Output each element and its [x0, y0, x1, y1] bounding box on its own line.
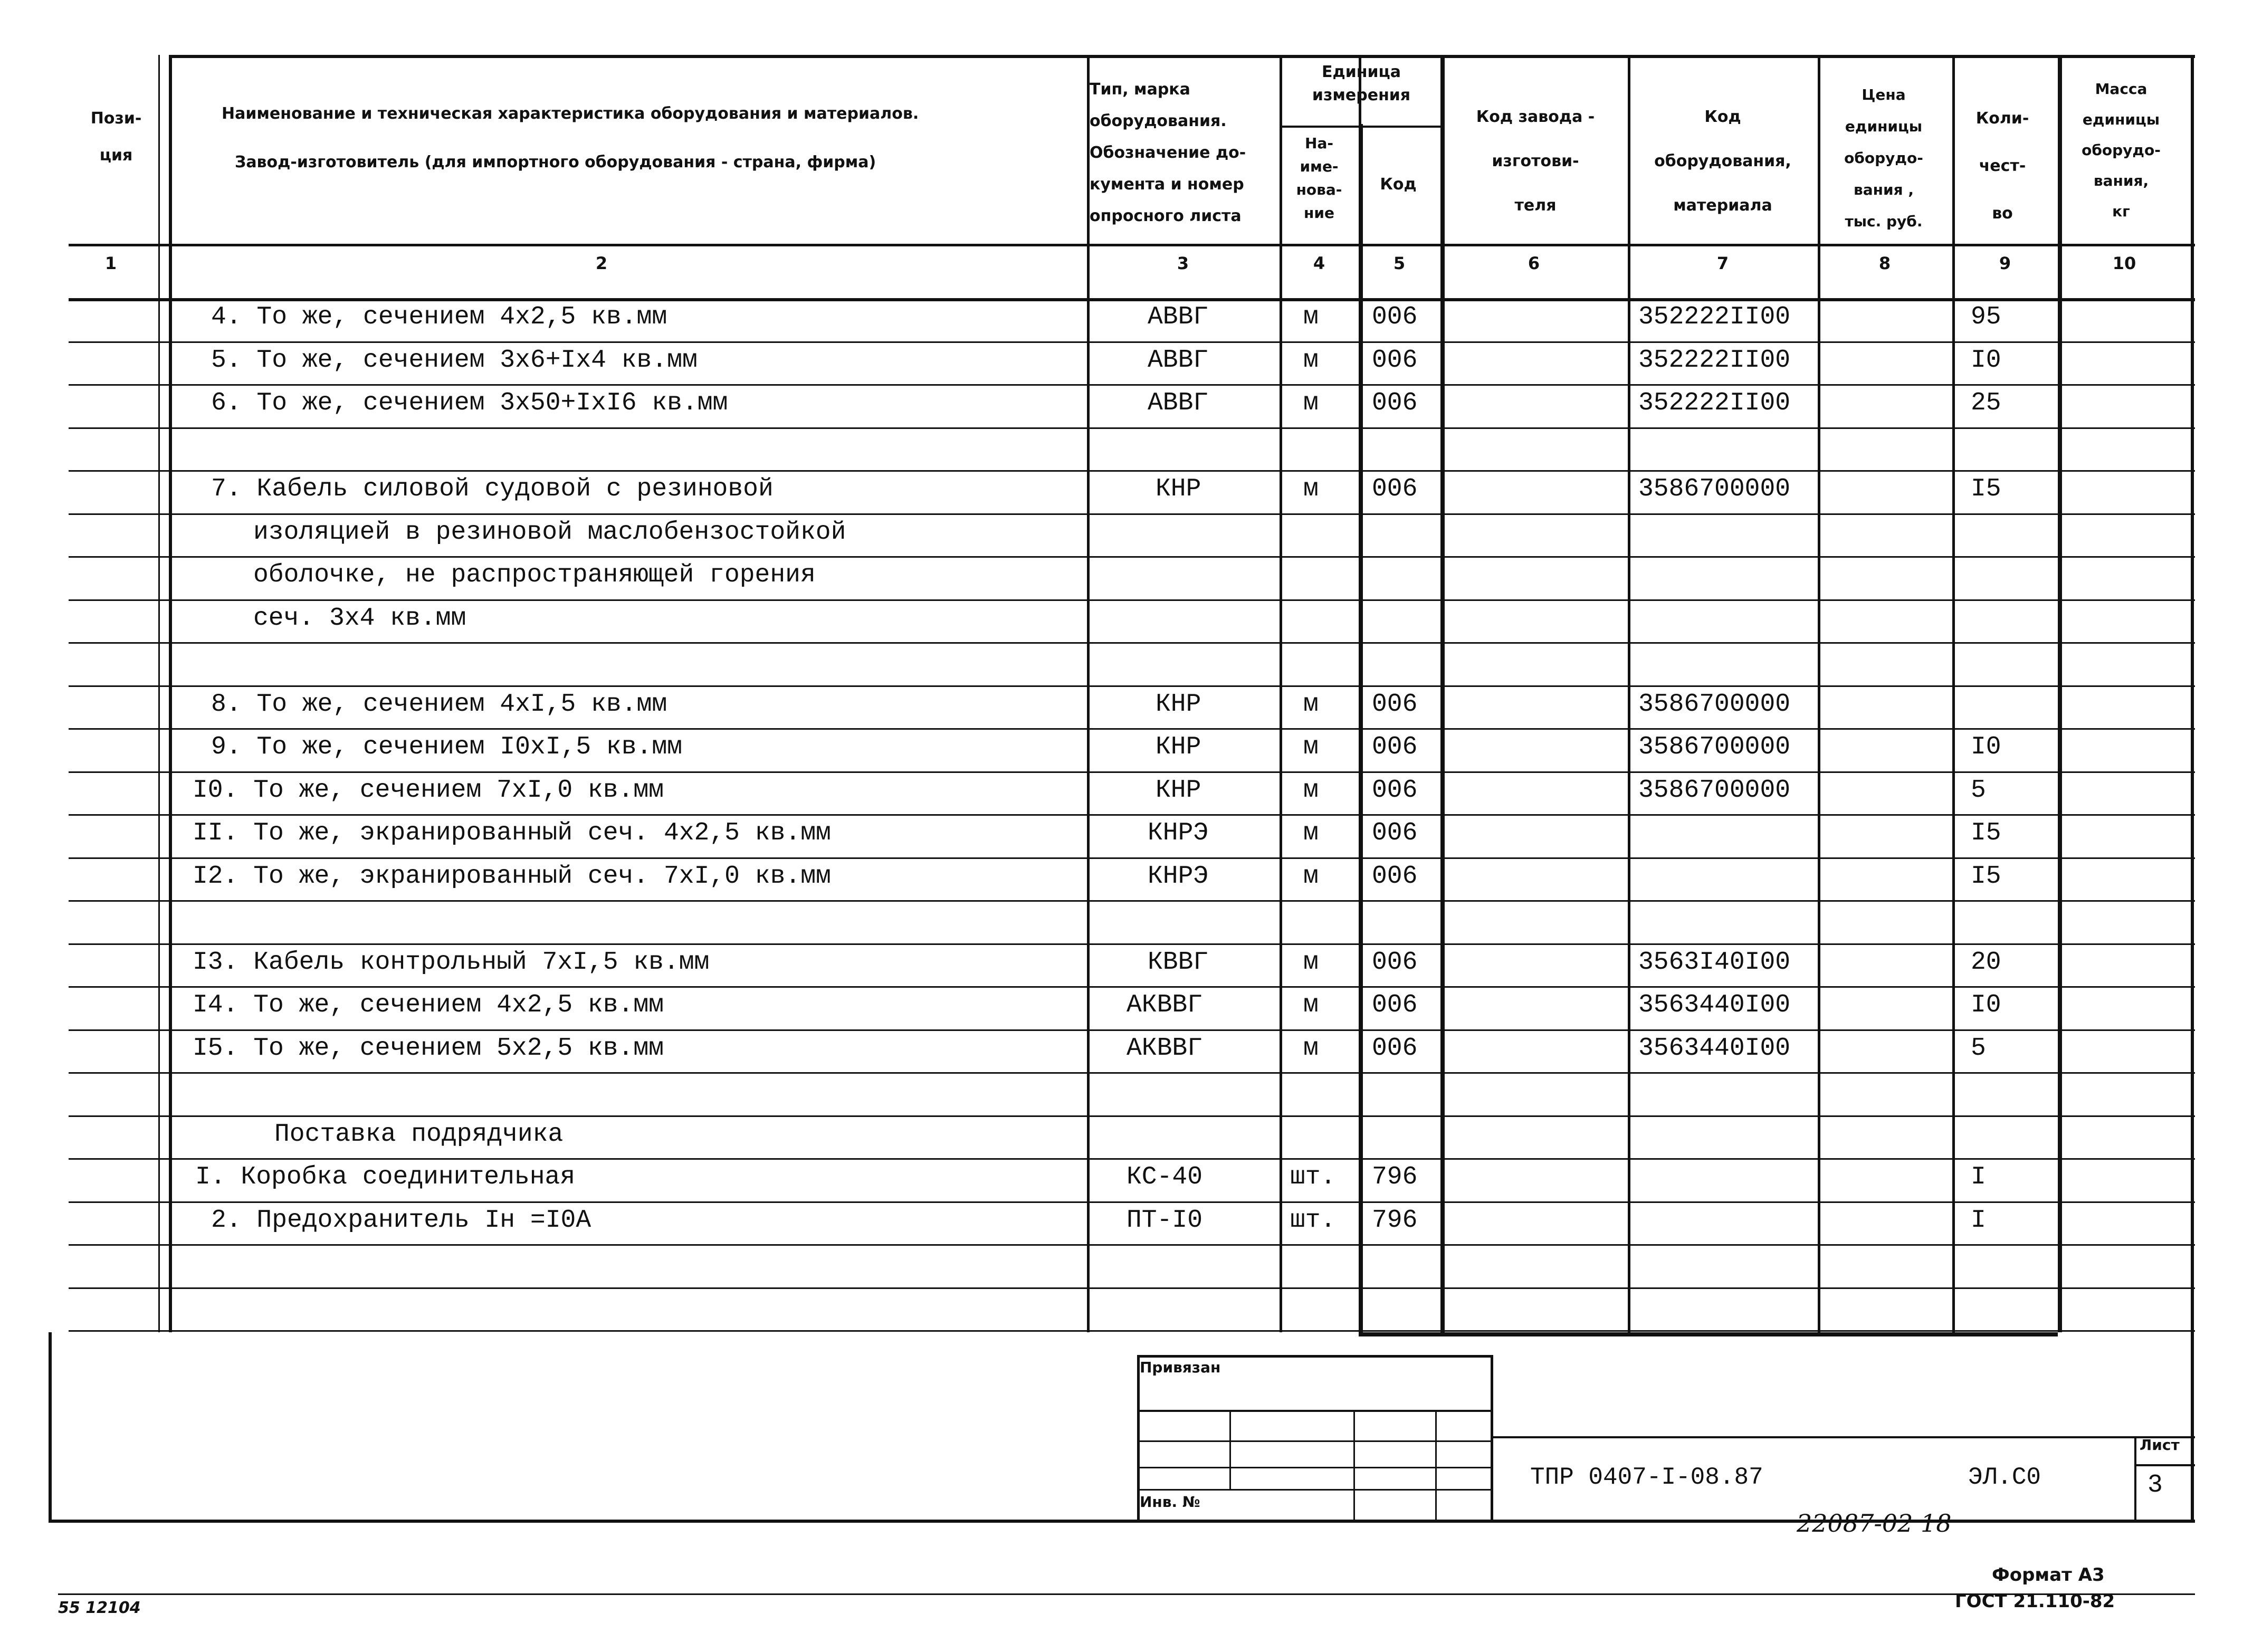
row-unit: м	[1303, 690, 1319, 719]
row-material-code: 3586700000	[1638, 776, 1791, 805]
list-box-split	[2134, 1464, 2195, 1466]
row-unit-code: 006	[1372, 948, 1418, 977]
row-name: 4. То же, сечением 4х2,5 кв.мм	[211, 303, 667, 331]
row-type: КНР	[1156, 733, 1201, 761]
row-name: 6. То же, сечением 3х50+IхI6 кв.мм	[211, 389, 728, 417]
column-number-5: 5	[1393, 253, 1406, 273]
row-name: I3. Кабель контрольный 7хI,5 кв.мм	[193, 948, 710, 977]
row-unit: м	[1303, 346, 1319, 375]
row-unit: м	[1303, 948, 1319, 977]
row-unit-code: 006	[1372, 733, 1418, 761]
row-unit-code: 006	[1372, 346, 1418, 375]
row-qty: 20	[1971, 948, 2001, 977]
stamp-line	[1137, 1440, 1491, 1442]
row-type: КНРЭ	[1148, 862, 1209, 891]
row-material-code: 3586700000	[1638, 733, 1791, 761]
row-type: АКВВГ	[1127, 1034, 1203, 1063]
row-line	[69, 1330, 2195, 1332]
row-name: I. Коробка соединительная	[195, 1163, 576, 1191]
column-number-1: 1	[104, 253, 117, 273]
row-line	[69, 728, 2195, 730]
row-type: КНРЭ	[1148, 819, 1209, 847]
col-border-pos	[169, 55, 172, 1332]
row-name: изоляцией в резиновой маслобензостойкой	[253, 518, 846, 547]
column-number-10: 10	[2112, 253, 2136, 273]
table-bottom-bold	[1359, 1332, 2058, 1336]
row-unit: м	[1303, 475, 1319, 503]
row-unit: шт.	[1290, 1206, 1336, 1235]
row-line	[69, 1201, 2195, 1203]
row-type: АКВВГ	[1127, 991, 1203, 1019]
row-line	[69, 599, 2195, 601]
stamp-privyazan: Привязан	[1140, 1359, 1221, 1376]
row-unit-code: 006	[1372, 690, 1418, 719]
row-line	[69, 1287, 2195, 1289]
footer-rule	[58, 1593, 2195, 1595]
row-qty: 5	[1971, 1034, 1986, 1063]
row-unit: м	[1303, 991, 1319, 1019]
row-name: 8. То же, сечением 4хI,5 кв.мм	[211, 690, 667, 719]
frame-left	[49, 1332, 52, 1520]
col-border-left-inner	[158, 55, 160, 1332]
stamp-sheet-code: ЭЛ.С0	[1968, 1464, 2041, 1491]
row-unit: шт.	[1290, 1163, 1336, 1191]
row-line	[69, 427, 2195, 429]
row-line	[69, 857, 2195, 859]
col-border-7	[1818, 55, 1820, 1332]
header-type: Тип, марка оборудования. Обозначение до- кумента и номер опросного листа	[1090, 80, 1246, 225]
row-unit: м	[1303, 733, 1319, 761]
row-qty: I	[1971, 1163, 1986, 1191]
stamp-inner-v	[1229, 1410, 1231, 1489]
header-qty: Коли- чест- во	[1975, 109, 2029, 223]
header-material-code: Код оборудования, материала	[1654, 108, 1791, 215]
row-line	[69, 814, 2195, 816]
header-factory-code: Код завода - изготови- теля	[1476, 108, 1595, 215]
row-material-code: 352222II00	[1638, 389, 1791, 417]
row-qty: I0	[1971, 991, 2001, 1019]
row-name: I0. То же, сечением 7хI,0 кв.мм	[193, 776, 664, 805]
column-number-2: 2	[595, 253, 608, 273]
frame-top	[169, 55, 2195, 58]
row-material-code: 3563440I00	[1638, 991, 1791, 1019]
stamp-top	[1137, 1355, 1491, 1358]
row-material-code: 352222II00	[1638, 303, 1791, 331]
row-qty: I5	[1971, 862, 2001, 891]
row-material-code: 3563I40I00	[1638, 948, 1791, 977]
column-number-9: 9	[1999, 253, 2011, 273]
stamp-inner-v	[1435, 1410, 1437, 1520]
row-unit: м	[1303, 303, 1319, 331]
header-unit-name: На- име- нова- ние	[1296, 135, 1342, 222]
stamp-line	[1137, 1467, 1491, 1468]
row-unit-code: 006	[1372, 389, 1418, 417]
row-name: II. То же, экранированный сеч. 4х2,5 кв.мм	[193, 819, 831, 847]
row-name: 2. Предохранитель Iн =I0А	[211, 1206, 591, 1235]
frame-right	[2191, 55, 2194, 1520]
row-line	[69, 513, 2195, 515]
stamp-inv: Инв. №	[1140, 1493, 1200, 1511]
row-name: сеч. 3х4 кв.мм	[253, 604, 466, 633]
row-unit: м	[1303, 776, 1319, 805]
title-block-top	[1491, 1436, 2195, 1438]
column-number-7: 7	[1716, 253, 1729, 273]
header-price: Цена единицы оборудо- вания , тыс. руб.	[1844, 86, 1923, 230]
column-number-6: 6	[1528, 253, 1540, 273]
row-unit-code: 006	[1372, 819, 1418, 847]
row-name: 5. То же, сечением 3х6+Iх4 кв.мм	[211, 346, 698, 375]
row-unit-code: 796	[1372, 1163, 1418, 1191]
stamp-list-label: Лист	[2140, 1436, 2180, 1454]
list-box-left	[2134, 1436, 2136, 1520]
row-type: ПТ-I0	[1127, 1206, 1203, 1235]
col-border-3	[1280, 55, 1282, 1332]
header-unit-code: Код	[1380, 175, 1417, 194]
row-line	[69, 642, 2195, 644]
row-line	[69, 1158, 2195, 1160]
column-number-4: 4	[1313, 253, 1325, 273]
row-qty: I5	[1971, 819, 2001, 847]
col-border-bold-6	[1440, 55, 1445, 1332]
col-border-bold-10	[2058, 55, 2062, 1332]
row-unit: м	[1303, 1034, 1319, 1063]
row-line	[69, 298, 2195, 300]
footer-left-code: 55 12104	[58, 1599, 141, 1617]
header-name-line2: Завод-изготовитель (для импортного оборудования - страна, фирма)	[235, 153, 876, 171]
row-type: КНР	[1156, 475, 1201, 503]
row-type: АВВГ	[1148, 346, 1209, 375]
row-line	[69, 986, 2195, 988]
row-line	[69, 1029, 2195, 1031]
row-name: 7. Кабель силовой судовой с резиновой	[211, 475, 774, 503]
row-line	[69, 943, 2195, 945]
row-line	[69, 1244, 2195, 1246]
row-name: I5. То же, сечением 5х2,5 кв.мм	[193, 1034, 664, 1063]
row-line	[69, 556, 2195, 558]
row-line	[69, 1115, 2195, 1117]
col-border-8	[1952, 55, 1955, 1332]
row-name: оболочке, не распространяющей горения	[253, 561, 816, 589]
header-mass: Масса единицы оборудо- вания, кг	[2082, 80, 2161, 220]
unit-header-split	[1280, 126, 1440, 128]
row-name: I2. То же, экранированный сеч. 7хI,0 кв.мм	[193, 862, 831, 891]
row-line	[69, 341, 2195, 343]
row-line	[69, 771, 2195, 773]
row-material-code: 3586700000	[1638, 690, 1791, 719]
row-type: КНР	[1156, 690, 1201, 719]
row-line	[69, 384, 2195, 386]
row-name: I4. То же, сечением 4х2,5 кв.мм	[193, 991, 664, 1019]
row-unit-code: 006	[1372, 1034, 1418, 1063]
row-qty: I0	[1971, 733, 2001, 761]
row-line	[69, 1072, 2195, 1074]
row-unit-code: 006	[1372, 475, 1418, 503]
row-type: КС-40	[1127, 1163, 1203, 1191]
row-type: КНР	[1156, 776, 1201, 805]
footer-format: Формат А3	[1992, 1564, 2105, 1586]
row-unit: м	[1303, 389, 1319, 417]
header-unit-group: Единица измерения	[1312, 63, 1411, 104]
row-material-code: 352222II00	[1638, 346, 1791, 375]
row-unit-code: 006	[1372, 776, 1418, 805]
column-number-8: 8	[1878, 253, 1891, 273]
row-qty: I5	[1971, 475, 2001, 503]
row-unit: м	[1303, 862, 1319, 891]
row-unit-code: 006	[1372, 991, 1418, 1019]
handwritten-number: 22087-02 18	[1797, 1509, 1952, 1538]
stamp-line	[1137, 1489, 1491, 1491]
col-border-2	[1087, 55, 1090, 1332]
header-bottom	[69, 244, 2195, 246]
row-type: КВВГ	[1148, 948, 1209, 977]
row-name: 9. То же, сечением I0хI,5 кв.мм	[211, 733, 682, 761]
stamp-line	[1137, 1410, 1491, 1412]
footer-gost: ГОСТ 21.110-82	[1955, 1591, 2115, 1612]
row-name: Поставка подрядчика	[274, 1120, 564, 1149]
col-border-6	[1628, 55, 1630, 1332]
row-unit-code: 006	[1372, 862, 1418, 891]
column-number-3: 3	[1177, 253, 1189, 273]
stamp-inner-v	[1353, 1410, 1355, 1520]
row-material-code: 3586700000	[1638, 475, 1791, 503]
stamp-doc-code: ТПР 0407-I-08.87	[1530, 1464, 1763, 1491]
row-unit: м	[1303, 819, 1319, 847]
row-type: АВВГ	[1148, 303, 1209, 331]
row-qty: 25	[1971, 389, 2001, 417]
row-qty: 95	[1971, 303, 2001, 331]
row-line	[69, 470, 2195, 472]
header-position: Пози- ция	[90, 109, 142, 165]
row-line	[69, 900, 2195, 902]
row-qty: I	[1971, 1206, 1986, 1235]
row-line	[69, 685, 2195, 687]
row-qty: 5	[1971, 776, 1986, 805]
row-qty: I0	[1971, 346, 2001, 375]
row-unit-code: 006	[1372, 303, 1418, 331]
row-unit-code: 796	[1372, 1206, 1418, 1235]
header-name-line1: Наименование и техническая характеристика оборудования и материалов.	[222, 104, 919, 123]
row-type: АВВГ	[1148, 389, 1209, 417]
row-material-code: 3563440I00	[1638, 1034, 1791, 1063]
stamp-list-number: 3	[2147, 1471, 2163, 1500]
